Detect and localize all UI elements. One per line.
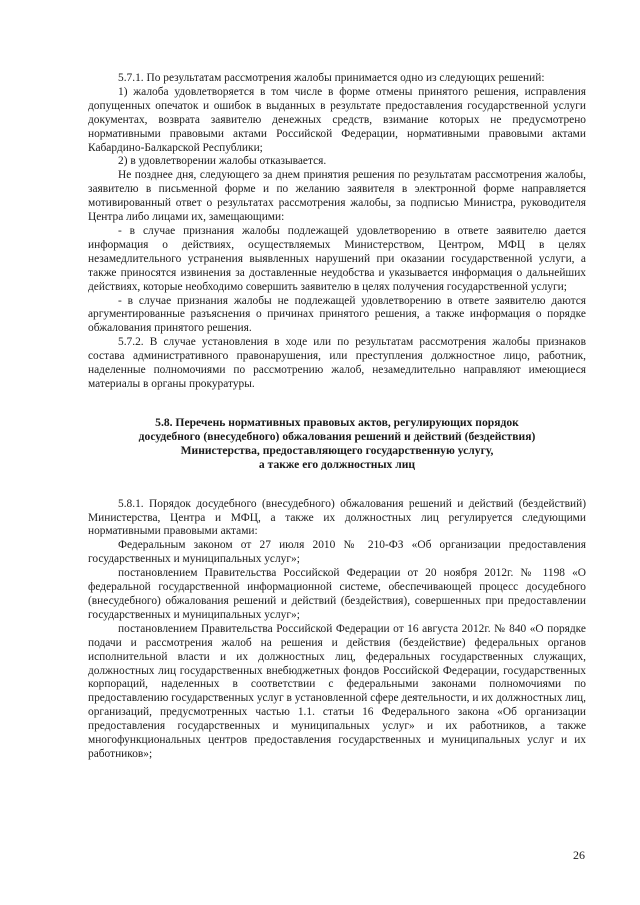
heading-line: 5.8. Перечень нормативных правовых актов, регулирующих порядок xyxy=(155,415,519,429)
paragraph-decree-840: постановлением Правительства Российской Федерации от 16 августа 2012г. № 840 «О порядке подачи и рассмотрения жалоб на решения и действия (бездействие) федеральных органов исполнительной власти и их должностных лиц, федеральных государственных служащих, должностных лиц государственных внебюджетных фондов Российской Федерации, государственных корпораций, наделенных в соответствии с федеральными законами полномочиями по предоставлению государственных услуг в установленной сфере деятельности, и их должностных лиц, организаций, предусмотренных частью 1.1. статьи 16 Федерального закона «Об организации предоставления государственных и муниципальных услуг» и их работников, а также многофункциональных центров предоставления государственных и муниципальных услуг и их работников»; xyxy=(88,622,586,760)
page-number: 26 xyxy=(573,848,585,862)
heading-line: а также его должностных лиц xyxy=(258,458,416,472)
paragraph-case-invalid: - в случае признания жалобы не подлежащей удовлетворению в ответе заявителю даются аргументированные разъяснения о причинах принятого решения, а также информация о порядке обжалования принятого решения. xyxy=(88,294,586,335)
paragraph-5-7-2: 5.7.2. В случае установления в ходе или по результатам рассмотрения жалобы признаков состава административного правонарушения, или преступления должностное лицо, работник, наделенные полномочиями по рассмотрению жалоб, незамедлительно направляют имеющиеся материалы в органы прокуратуры. xyxy=(88,336,586,390)
paragraph-decree-1198: постановлением Правительства Российской Федерации от 20 ноября 2012г. № 1198 «О федеральной государственной информационной системе, обеспечивающей процесс досудебного (внесудебного) обжалования решений и действий (бездействия), совершенных при предоставлении государственных и муниципальных услуг»; xyxy=(88,567,586,621)
heading-line: Министерства, предоставляющего государственную услугу, xyxy=(180,444,494,458)
paragraph-response-notice: Не позднее дня, следующего за днем принятия решения по результатам рассмотрения жалобы, заявителю в письменной форме и по желанию заявителя в электронной форме направляется мотивированный ответ о результатах рассмотрения жалобы, за подписью Министра, руководителя Центра либо лицами их, замещающими: xyxy=(88,169,586,224)
paragraph-5-7-1-item-2: 2) в удовлетворении жалобы отказывается. xyxy=(118,155,327,168)
paragraph-case-valid: - в случае признания жалобы подлежащей удовлетворению в ответе заявителю дается информация о действиях, осуществляемых Министерством, Центром, МФЦ в целях незамедлительного устранения выявленных нарушений при оказании государственной услуги, а также приносятся извинения за доставленные неудобства и указывается информация о дальнейших действиях, которые необходимо совершить заявителю в целях получения государственной услуги; xyxy=(88,224,586,293)
paragraph-5-7-1-intro: 5.7.1. По результатам рассмотрения жалобы принимается одно из следующих решений: xyxy=(118,72,545,84)
paragraph-5-7-1-item-1: 1) жалоба удовлетворяется в том числе в форме отмены принятого решения, исправления допущенных опечаток и ошибок в выданных в результате предоставления государственной услуги документах, возврата заявителю денежных средств, взимание которых не предусмотрено нормативными правовыми актами Российской Федерации, нормативными правовыми актами Кабардино-Балкарской Республики; xyxy=(88,85,586,154)
paragraph-5-8-1-intro: 5.8.1. Порядок досудебного (внесудебного) обжалования решений и действий (бездействий) Министерства, Центра и МФЦ, а также их должностных лиц регулируется следующими нормативными правовыми актами: xyxy=(88,497,586,538)
section-5-8-heading xyxy=(88,416,586,473)
paragraph-law-210: Федеральным законом от 27 июля 2010 № 210-ФЗ «Об организации предоставления государственных и муниципальных услуг»; xyxy=(88,539,586,566)
document-page xyxy=(88,72,586,762)
heading-line: досудебного (внесудебного) обжалования решений и действий (бездействия) xyxy=(138,430,536,444)
